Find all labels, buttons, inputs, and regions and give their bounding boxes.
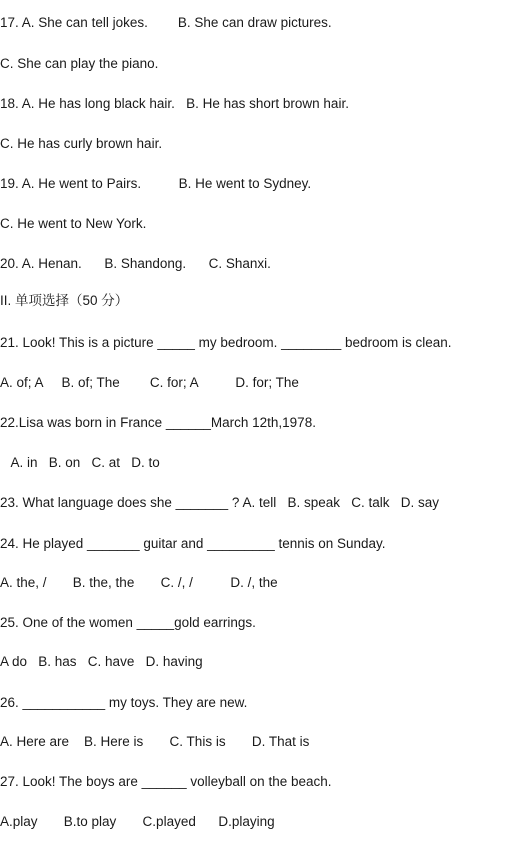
q26-line-1: 26. ___________ my toys. They are new. xyxy=(0,695,248,710)
q24-line-1: 24. He played _______ guitar and _________ tennis on Sunday. xyxy=(0,536,386,551)
q25-options: A do B. has C. have D. having xyxy=(0,654,203,669)
q19-line-1: 19. A. He went to Pairs. B. He went to Sydney. xyxy=(0,176,312,191)
q27-options: A.play B.to play C.played D.playing xyxy=(0,814,275,829)
q20-line: 20. A. Henan. B. Shandong. C. Shanxi. xyxy=(0,256,271,271)
q25-line-1: 25. One of the women _____gold earrings. xyxy=(0,615,256,630)
q17-line-1: 17. A. She can tell jokes. B. She can draw pictures. xyxy=(0,15,332,30)
q18-line-2: C. He has curly brown hair. xyxy=(0,136,163,151)
q21-options: A. of; A B. of; The C. for; A D. for; The xyxy=(0,375,299,390)
q21-line-1: 21. Look! This is a picture _____ my bedroom. ________ bedroom is clean. xyxy=(0,335,452,350)
q17-line-2: C. She can play the piano. xyxy=(0,56,159,71)
q22-line-1: 22.Lisa was born in France ______March 12th,1978. xyxy=(0,415,316,430)
q19-line-2: C. He went to New York. xyxy=(0,216,147,231)
q23-line: 23. What language does she _______ ? A. tell B. speak C. talk D. say xyxy=(0,495,440,510)
q22-options: A. in B. on C. at D. to xyxy=(0,455,160,470)
q27-line-1: 27. Look! The boys are ______ volleyball on the beach. xyxy=(0,774,332,789)
section-heading: II. 单项选择（50 分） xyxy=(0,293,129,308)
q18-line-1: 18. A. He has long black hair. B. He has short brown hair. xyxy=(0,96,349,111)
q26-options: A. Here are B. Here is C. This is D. That is xyxy=(0,734,310,749)
q24-options: A. the, / B. the, the C. /, / D. /, the xyxy=(0,575,278,590)
